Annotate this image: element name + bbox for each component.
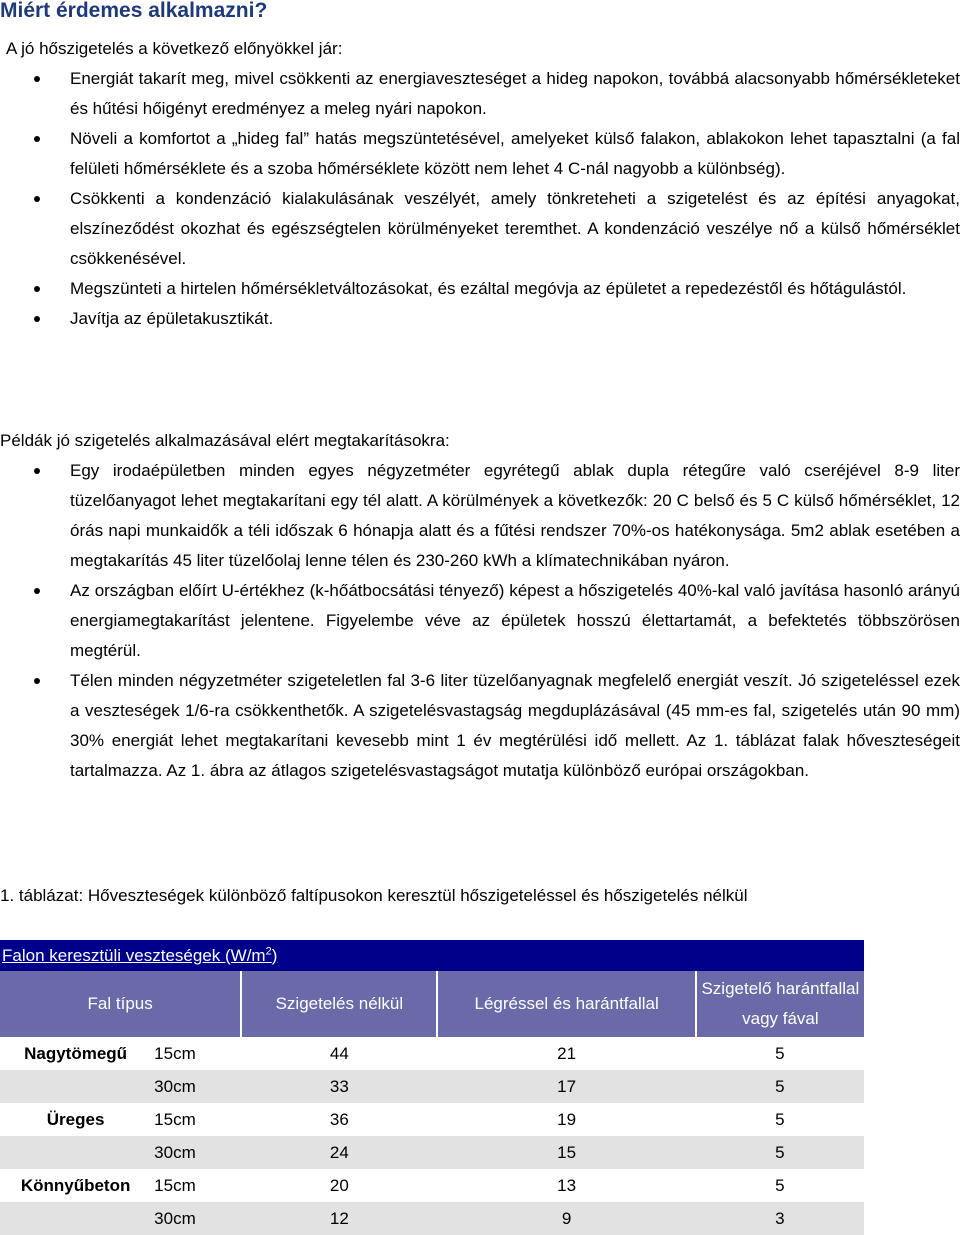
wall-type-cell (0, 1202, 151, 1235)
table-row (0, 1037, 864, 1070)
wall-type-cell: Nagytömegű (0, 1037, 151, 1070)
value-cell: 15 (437, 1136, 695, 1169)
heat-loss-table (0, 940, 864, 1235)
benefits-list (0, 64, 960, 334)
value-cell: 13 (437, 1169, 695, 1202)
list-item: Csökkenti a kondenzáció kialakulásának veszélyét, amely tönkreteheti a szigetelést és az építési anyagokat, elszíneződést okozhat és egészségtelen körülményeket teremthet. A kondenzáció veszélye nő a külső hőmérséklet csökkenésével. (0, 184, 960, 274)
value-cell: 5 (696, 1070, 864, 1103)
list-item: Növeli a komfortot a „hideg fal” hatás megszüntetésével, amelyeket külső falakon, ablakokon lehet tapasztalni (a fal felületi hőmérséklete és a szoba hőmérséklete között nem lehet 4 C-nál nagyobb a különbség). (0, 124, 960, 184)
thickness-cell: 30cm (151, 1070, 241, 1103)
value-cell: 17 (437, 1070, 695, 1103)
value-cell: 20 (241, 1169, 437, 1202)
thickness-cell: 30cm (151, 1136, 241, 1169)
table-row (0, 1103, 864, 1136)
value-cell: 9 (437, 1202, 695, 1235)
table-caption: 1. táblázat: Hőveszteségek különböző faltípusokon keresztül hőszigeteléssel és hőszigetelés nélkül (0, 886, 748, 905)
value-cell: 36 (241, 1103, 437, 1136)
examples-intro: Példák jó szigetelés alkalmazásával elért megtakarításokra: (0, 431, 450, 450)
table-row (0, 1169, 864, 1202)
list-item: Az országban előírt U-értékhez (k-hőátbocsátási tényező) képest a hőszigetelés 40%-kal való javítása hasonló arányú energiamegtakarítást jelentene. Figyelembe véve az épületek hosszú élettartamát, a befektetés többszörösen megtérül. (0, 576, 960, 666)
list-item: Javítja az épületakusztikát. (0, 304, 960, 334)
thickness-cell: 15cm (151, 1169, 241, 1202)
value-cell: 5 (696, 1103, 864, 1136)
thickness-cell: 15cm (151, 1037, 241, 1070)
column-header: Szigetelő harántfallal vagy fával (696, 971, 864, 1037)
thickness-cell: 15cm (151, 1103, 241, 1136)
value-cell: 21 (437, 1037, 695, 1070)
benefits-intro: A jó hőszigetelés a következő előnyökkel jár: (6, 39, 343, 58)
table-title-superscript: 2 (265, 944, 272, 957)
value-cell: 3 (696, 1202, 864, 1235)
wall-type-cell: Üreges (0, 1103, 151, 1136)
value-cell: 5 (696, 1037, 864, 1070)
list-item: Energiát takarít meg, mivel csökkenti az energiaveszteséget a hideg napokon, továbbá alacsonyabb hőmérsékleteket és hűtési hőigényt eredményez a meleg nyári napokon. (0, 64, 960, 124)
value-cell: 33 (241, 1070, 437, 1103)
column-header: Légréssel és harántfallal (437, 971, 695, 1037)
value-cell: 5 (696, 1169, 864, 1202)
list-item: Télen minden négyzetméter szigeteletlen fal 3-6 liter tüzelőanyagnak megfelelő energiát veszít. Jó szigeteléssel ezek a veszteségek 1/6-ra csökkenthetők. A szigetelésvastagság megduplázásával (45 mm-es fal, szigetelés után 90 mm) 30% energiát lehet megtakarítani kevesebb mint 1 év megtérülési idő mellett. Az 1. táblázat falak hőveszteségeit tartalmazza. Az 1. ábra az átlagos szigetelésvastagságot mutatja különböző európai országokban. (0, 666, 960, 786)
value-cell: 24 (241, 1136, 437, 1169)
table-title-end: ) (271, 945, 278, 965)
table-row (0, 1202, 864, 1235)
list-item: Egy irodaépületben minden egyes négyzetméter egyrétegű ablak dupla rétegűre való cseréjével 8-9 liter tüzelőanyagot lehet megtakarítani egy tél alatt. A körülmények a következők: 20 C belső és 5 C külső hőmérséklet, 12 órás napi munkaidők a téli időszak 6 hónapja alatt és a fűtési rendszer 70%-os hatékonysága. 5m2 ablak esetében a megtakarítás 45 liter tüzelőolaj lenne télen és 230-260 kWh a klímatechnikában nyáron. (0, 456, 960, 576)
wall-type-cell (0, 1070, 151, 1103)
value-cell: 44 (241, 1037, 437, 1070)
section-heading: Miért érdemes alkalmazni? (0, 0, 268, 22)
column-header: Szigetelés nélkül (241, 971, 437, 1037)
examples-list (0, 456, 960, 786)
table-title (0, 940, 864, 971)
value-cell: 12 (241, 1202, 437, 1235)
table-title-text (2, 946, 277, 965)
table-header-row (0, 971, 864, 1037)
table-row (0, 1136, 864, 1169)
list-item: Megszünteti a hirtelen hőmérsékletváltozásokat, és ezáltal megóvja az épületet a repedezéstől és hőtágulástól. (0, 274, 960, 304)
thickness-cell: 30cm (151, 1202, 241, 1235)
column-header: Fal típus (0, 971, 241, 1037)
value-cell: 5 (696, 1136, 864, 1169)
wall-type-cell: Könnyűbeton (0, 1169, 151, 1202)
wall-type-cell (0, 1136, 151, 1169)
table-row (0, 1070, 864, 1103)
table-title-main: Falon keresztüli veszteségek (W/m (2, 945, 266, 965)
value-cell: 19 (437, 1103, 695, 1136)
